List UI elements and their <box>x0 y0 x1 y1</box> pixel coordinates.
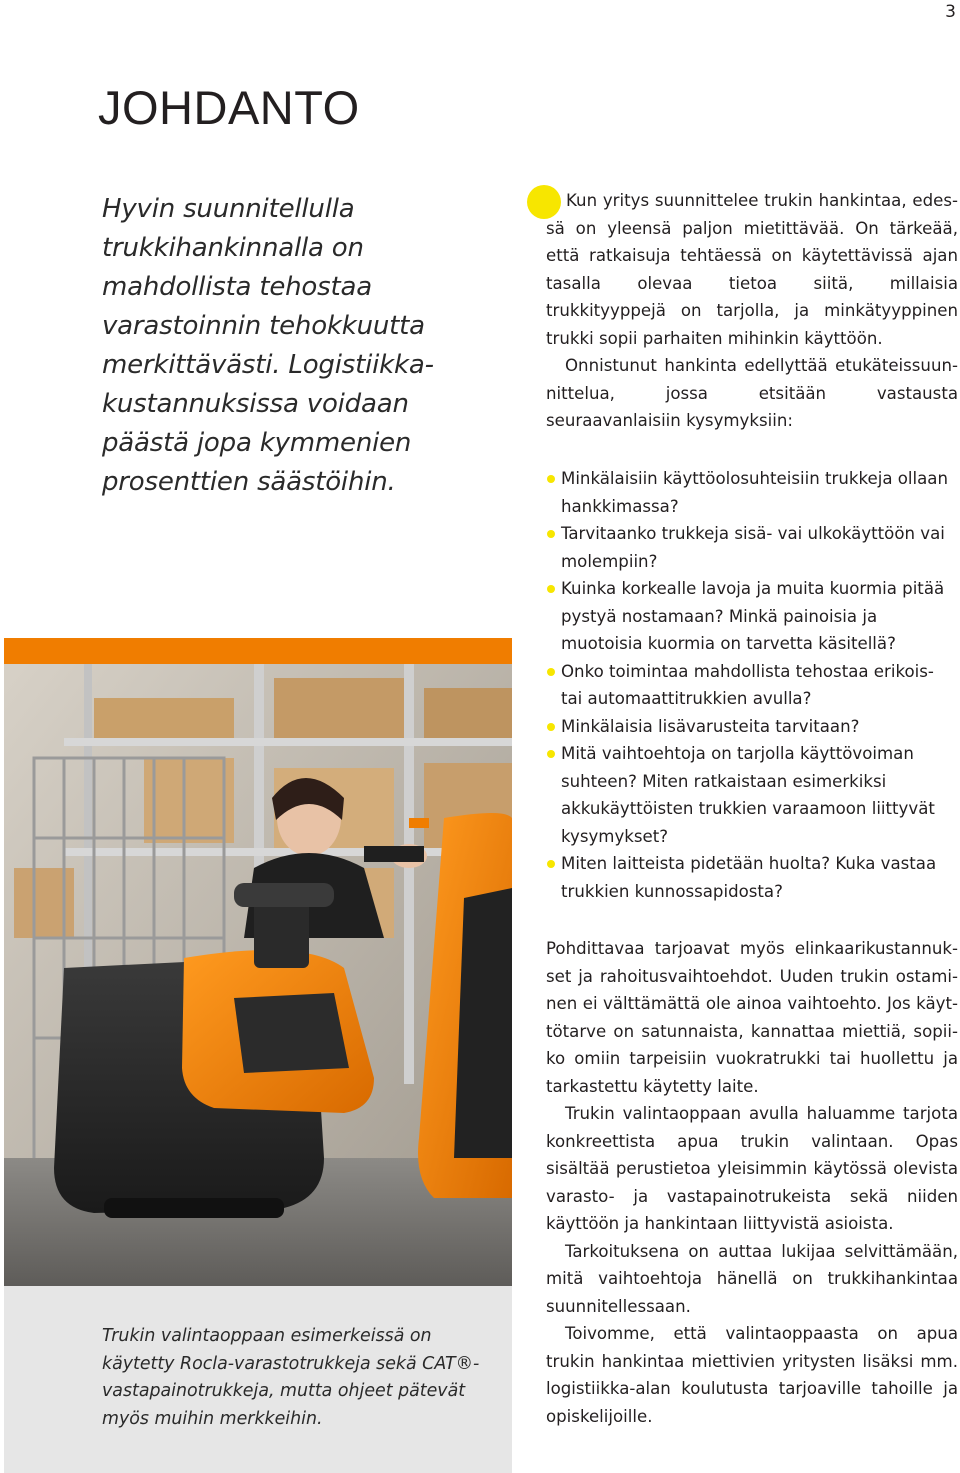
closing-paragraph-3: Tarkoituksena on auttaa lukijaa selvittämään, mitä vaihtoehtoja hänellä on trukkihankintaa suunnitellessaan. <box>546 1241 958 1316</box>
intro-text-column <box>546 187 958 435</box>
list-item: Kuinka korkealle lavoja ja muita kuormia pitää pystyä nostamaan? Minkä painoisia ja muotoisia kuormia on tarvetta käsitellä? <box>546 575 958 658</box>
list-item: Mitä vaihtoehtoja on tarjolla käyttövoiman suhteen? Miten ratkaistaan esimerkiksi akkukäyttöisten trukkien varaamoon liittyvät kysymykset? <box>546 740 958 850</box>
photo-illustration <box>4 638 512 1286</box>
list-item: Minkälaisia lisävarusteita tarvitaan? <box>546 713 958 741</box>
page-number: 3 <box>945 2 956 22</box>
intro-paragraph-1: Kun yritys suunnittelee trukin hankintaa, edessä on yleensä paljon mietittävää. On tärkeää, että ratkaisuja tehtäessä on käytettävissä ajan tasalla olevaa tietoa siitä, millaisia trukkityyppejä on tarjolla, ja minkätyyppinen trukki sopii parhaiten mihinkin käyttöön. <box>546 191 958 348</box>
closing-text-column <box>546 935 958 1430</box>
photo-caption: Trukin valintaoppaan esimerkeissä on käytetty Rocla-varastotrukkeja sekä CAT®-vastapainotrukkeja, mutta ohjeet pätevät myös muihin merkkeihin. <box>102 1326 480 1429</box>
question-list <box>546 465 958 905</box>
list-item: Onko toimintaa mahdollista tehostaa erikois- tai automaattitrukkien avulla? <box>546 658 958 713</box>
list-item: Miten laitteista pidetään huolta? Kuka vastaa trukkien kunnossapidosta? <box>546 850 958 905</box>
closing-paragraph-2: Trukin valintaoppaan avulla haluamme tarjota konkreettista apua trukin valintaan. Opas sisältää perustietoa yleisimmin käytössä olevista varasto- ja vastapainotrukeista sekä niiden käyttöön ja hankintaan liittyvistä asioista. <box>546 1104 958 1233</box>
closing-paragraph-4: Toivomme, että valintaoppaasta on apua trukin hankintaa miettivien yritysten lisäksi mm. logistiikka-alan koulutusta tarjoaville tahoille ja opiskelijoille. <box>546 1324 958 1426</box>
closing-paragraph-1: Pohdittavaa tarjoavat myös elinkaarikustannukset ja rahoitusvaihtoehdot. Uuden trukin ostaminen ei välttämättä ole ainoa vaihtoehto. Jos käyttötarve on satunnaista, kannattaa miettiä, sopiiko omiin tarpeisiin vuokratrukki tai huollettu ja tarkastettu käytetty laite. <box>546 939 958 1096</box>
list-item: Tarvitaanko trukkeja sisä- vai ulkokäyttöön vai molempiin? <box>546 520 958 575</box>
intro-quote: Hyvin suunnitellulla trukkihankinnalla on mahdollista tehostaa varastoinnin tehokkuutta merkittävästi. Logistiikkakustannuksissa voidaan päästä jopa kymmenien prosenttien säästöihin. <box>102 194 434 497</box>
intro-paragraph-2: Onnistunut hankinta edellyttää etukäteissuunnittelua, jossa etsitään vastausta seuraavanlaisiin kysymyksiin: <box>546 356 958 430</box>
warehouse-forklift-photo <box>4 638 512 1286</box>
page-title: JOHDANTO <box>98 81 360 134</box>
list-item: Minkälaisiin käyttöolosuhteisiin trukkeja ollaan hankkimassa? <box>546 465 958 520</box>
